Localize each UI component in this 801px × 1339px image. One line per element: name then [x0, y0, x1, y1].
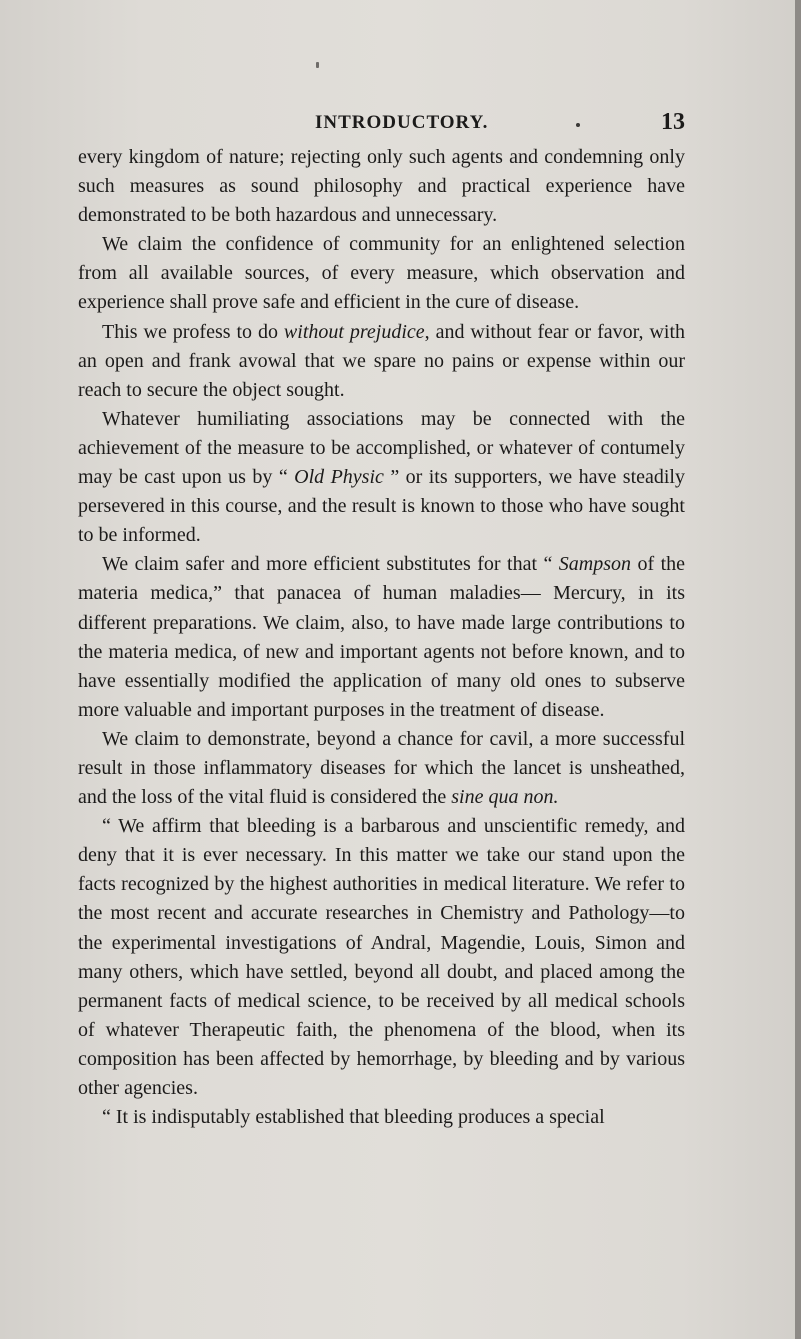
body-text	[78, 143, 685, 1132]
paragraph	[78, 725, 685, 812]
italic-text-run: sine qua non.	[451, 786, 559, 809]
paragraph	[78, 318, 685, 405]
text-run: , and without fear or favor, with an open and frank avowal that we spare no pains or expense within our reach to secure the object sought.	[78, 320, 686, 401]
text-run: Whatever humiliating associations may be connected with the achievement of the measure to be accomplished, or whatever of contumely may be cast upon us by “	[78, 407, 685, 489]
italic-text-run: Sampson	[558, 553, 632, 576]
italic-text-run: Old Physic	[294, 466, 384, 489]
paragraph	[78, 1103, 685, 1132]
text-run: “ We affirm that bleeding is a barbarous and unscientific remedy, and deny that it is ever necessary. In this matter we take our stand upon the facts recognized by the highest authorities in medical literature. We refer to the most recent and accurate researches in Chemistry and Pathology—to the experimental investigations of Andral, Magendie, Louis, Simon and many others, which have settled, beyond all doubt, and placed among the permanent facts of medical science, to be received by all medical schools of whatever Therapeutic faith, the phenomena of the blood, when its composition has been affected by hemorrhage, by bleeding and by various other agencies.	[78, 815, 685, 1099]
text-run: This we profess to do	[102, 320, 284, 343]
text-run: We claim the confidence of community for an enlightened selection from all available sources, of every measure, which observation and experience shall prove safe and efficient in the cure of disease.	[78, 233, 685, 314]
text-run: every kingdom of nature; rejecting only such agents and condemning only such measures as sound philosophy and practical experience have demonstrated to be both hazardous and unnecessary.	[78, 146, 685, 227]
text-run: “ It is indisputably established that bleeding produces a special	[102, 1106, 605, 1129]
paragraph	[78, 230, 685, 317]
text-run: We claim safer and more efficient substitutes for that “	[102, 553, 559, 576]
page-number: 13	[661, 109, 685, 135]
paragraph	[78, 550, 685, 725]
running-head: INTRODUCTORY.	[315, 112, 489, 133]
header-dot	[576, 123, 580, 127]
ink-speck	[316, 62, 319, 68]
paragraph	[78, 143, 685, 230]
page-header	[78, 109, 685, 142]
page-edge-shadow	[795, 0, 801, 1339]
text-run: of the materia medica,” that panacea of human maladies— Mercury, in its different preparations. We claim, also, to have made large contributions to the materia medica, of new and important agents not before known, and to have essentially modified the application of many old ones to subserve more valuable and important purposes in the treatment of disease.	[78, 553, 686, 721]
text-run: We claim to demonstrate, beyond a chance for cavil, a more successful result in those inflammatory diseases for which the lancet is unsheathed, and the loss of the vital fluid is considered the	[78, 727, 685, 809]
paragraph	[78, 812, 685, 1103]
paragraph	[78, 405, 685, 550]
text-run: ” or its supporters, we have steadily persevered in this course, and the result is known to those who have sought to be informed.	[78, 466, 685, 547]
italic-text-run: without prejudice	[283, 320, 425, 343]
